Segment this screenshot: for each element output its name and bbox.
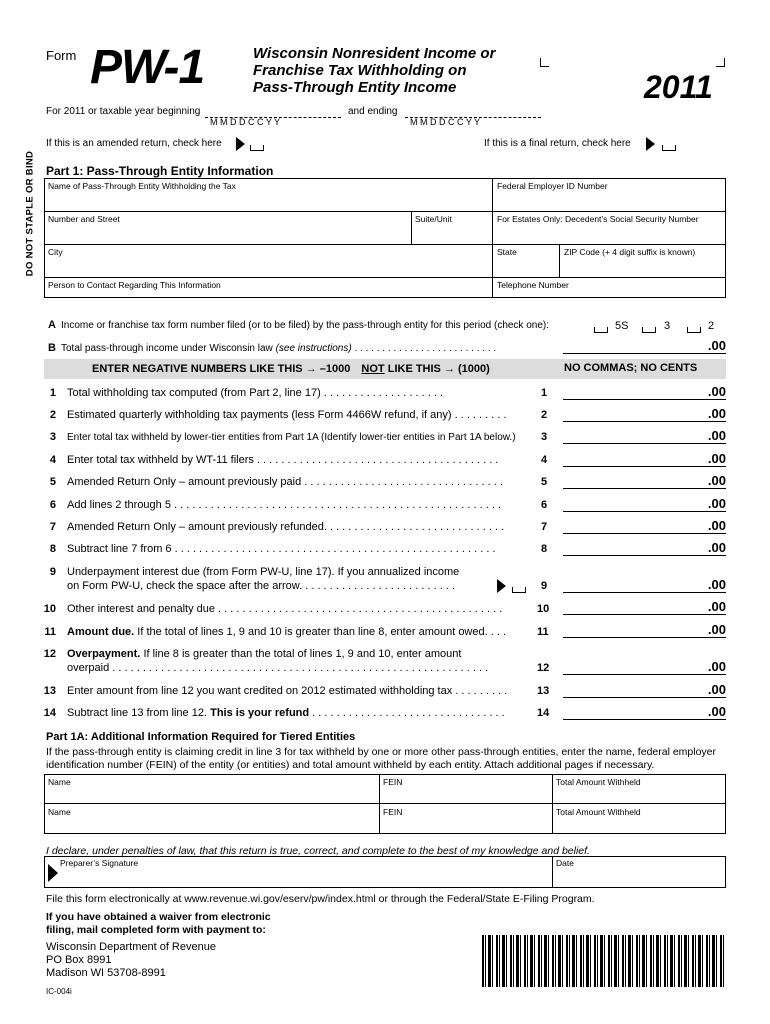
- title-line-2: Franchise Tax Withholding on: [253, 62, 467, 79]
- tier1-withheld-label[interactable]: Total Amount Withheld: [556, 777, 641, 787]
- line10-ref: 10: [537, 603, 550, 615]
- line10-text: Other interest and penalty due . . . . . . . . . . . . . . . . . . . . . . . . . . . . . . . . . . . . . . . . . . . . . . .: [67, 603, 503, 615]
- line9-ref: 9: [541, 580, 548, 592]
- line3-ref: 3: [541, 431, 548, 443]
- form-id: IC-004i: [46, 987, 72, 996]
- mailing-address: [46, 941, 216, 980]
- line14-num: 14: [43, 707, 56, 719]
- cents-label: .00: [707, 338, 726, 353]
- line14-row: [67, 707, 505, 719]
- arrow-icon: [48, 864, 58, 882]
- barcode: [482, 935, 726, 987]
- address-line-2: PO Box 8991: [46, 954, 112, 966]
- period-end-format: M M D D C C Y Y: [410, 117, 481, 127]
- line9-text1: Underpayment interest due (from Form PW-U, line 17). If you annualized income: [67, 566, 460, 578]
- cents-label: .00: [707, 518, 726, 533]
- line2-num: 2: [49, 409, 56, 421]
- line8-num: 8: [49, 543, 56, 555]
- banner-left: ENTER NEGATIVE NUMBERS LIKE THIS → –1000: [92, 363, 351, 375]
- address-line-1: Wisconsin Department of Revenue: [46, 941, 216, 953]
- line12-row1: [67, 648, 461, 660]
- line13-amount-input[interactable]: [563, 684, 726, 698]
- cents-label: .00: [707, 406, 726, 421]
- line12-num: 12: [43, 648, 56, 660]
- line4-text: Enter total tax withheld by WT-11 filers . . . . . . . . . . . . . . . . . . . . . . . . . . . . . . . . . . . . . . . .: [67, 454, 499, 466]
- line5-ref: 5: [541, 476, 548, 488]
- final-checkbox[interactable]: [662, 145, 676, 151]
- state-label[interactable]: State: [497, 247, 517, 257]
- line12-amount-input[interactable]: [563, 661, 726, 675]
- line8-text: Subtract line 7 from 6 . . . . . . . . . . . . . . . . . . . . . . . . . . . . . . . . . . . . . . . . . . . . . . . . . . . . .: [67, 543, 496, 555]
- grid-divider: [411, 211, 412, 244]
- tier2-withheld-label[interactable]: Total Amount Withheld: [556, 807, 641, 817]
- no-commas-note: NO COMMAS; NO CENTS: [564, 362, 698, 374]
- cents-label: .00: [707, 682, 726, 697]
- line9-amount-input[interactable]: [563, 579, 726, 593]
- line6-text: Add lines 2 through 5 . . . . . . . . . . . . . . . . . . . . . . . . . . . . . . . . . . . . . . . . . . . . . . . . . . . . . .: [67, 499, 502, 511]
- cents-label: .00: [707, 451, 726, 466]
- part1a-instructions: If the pass-through entity is claiming credit in line 3 for tax withheld by one or more other pass-through entities, enter the name, federal employer identification number (FEIN) of the entity (or entities) and total amount withheld by each entity. Attach additional pages if necessary.: [46, 746, 717, 771]
- line5-text: Amended Return Only – amount previously paid . . . . . . . . . . . . . . . . . . . . . . . . . . . . . . . . .: [67, 476, 503, 488]
- tier2-name-label[interactable]: Name: [48, 807, 71, 817]
- period-begin-label: For 2011 or taxable year beginning: [46, 106, 201, 117]
- option-3-label: 3: [664, 320, 671, 332]
- line3-text: Enter total tax withheld by lower-tier entities from Part 1A (Identify lower-tier entities in Part 1A below.): [67, 432, 516, 443]
- line13-ref: 13: [537, 685, 550, 697]
- grid-divider: [559, 244, 560, 277]
- period-end-label: and ending: [348, 106, 398, 117]
- line7-num: 7: [49, 521, 56, 533]
- waiver-line-2: filing, mail completed form with payment to:: [46, 924, 266, 936]
- grid-divider: [379, 774, 380, 834]
- line11-text: If the total of lines 1, 9 and 10 is greater than line 8, enter amount owed. . . .: [137, 626, 507, 638]
- line11-bold: Amount due.: [67, 626, 135, 638]
- grid-divider: [44, 244, 726, 245]
- line3-amount-input[interactable]: [563, 430, 726, 444]
- do-not-staple-note: DO NOT STAPLE OR BIND: [24, 150, 36, 277]
- suite-label[interactable]: Suite/Unit: [415, 214, 452, 224]
- lineB-amount-input[interactable]: [563, 340, 726, 354]
- line12-ref: 12: [537, 662, 550, 674]
- line8-ref: 8: [541, 543, 548, 555]
- lineA-text: Income or franchise tax form number filed (or to be filed) by the pass-through entity for this period (check one):: [61, 320, 550, 331]
- waiver-note: [46, 911, 271, 937]
- line10-num: 10: [43, 603, 56, 615]
- contact-label[interactable]: Person to Contact Regarding This Information: [48, 280, 221, 290]
- part1-title: Part 1: Pass-Through Entity Information: [46, 164, 274, 178]
- cents-label: .00: [707, 659, 726, 674]
- line14-bold: This is your refund: [210, 707, 310, 719]
- grid-divider: [552, 856, 553, 888]
- line6-amount-input[interactable]: [563, 498, 726, 512]
- line10-amount-input[interactable]: [563, 601, 726, 615]
- line1-amount-input[interactable]: [563, 386, 726, 400]
- declaration: I declare, under penalties of law, that this return is true, correct, and complete to the best of my knowledge and belief.: [46, 845, 590, 857]
- banner-right: LIKE THIS → (1000): [387, 363, 490, 375]
- period-begin-format: M M D D C C Y Y: [210, 117, 281, 127]
- title-line-3: Pass-Through Entity Income: [253, 79, 457, 96]
- amended-checkbox[interactable]: [250, 145, 264, 151]
- option-5s-checkbox[interactable]: [594, 327, 608, 333]
- line12-text2: overpaid . . . . . . . . . . . . . . . . . . . . . . . . . . . . . . . . . . . . . . . . . . . . . . . . . . . . . . . . . . . . . .: [67, 662, 489, 674]
- line11-num: 11: [44, 626, 56, 638]
- line7-text: Amended Return Only – amount previously refunded. . . . . . . . . . . . . . . . . . . . . . . . . . . . . .: [67, 521, 505, 533]
- cents-label: .00: [707, 599, 726, 614]
- annualized-checkbox[interactable]: [512, 587, 526, 593]
- line2-ref: 2: [541, 409, 548, 421]
- line13-text: Enter amount from line 12 you want credited on 2012 estimated withholding tax . . . . . . . . .: [67, 685, 508, 697]
- line11-row: [67, 626, 506, 638]
- waiver-line-1: If you have obtained a waiver from electronic: [46, 911, 271, 923]
- banner-not: NOT: [361, 363, 385, 375]
- arrow-icon: [646, 137, 655, 151]
- cents-label: .00: [707, 622, 726, 637]
- arrow-icon: [497, 579, 506, 593]
- city-label[interactable]: City: [48, 247, 63, 257]
- street-label[interactable]: Number and Street: [48, 214, 120, 224]
- signature-box: [44, 856, 726, 888]
- line12-bold: Overpayment.: [67, 648, 141, 660]
- entity-name-label[interactable]: Name of Pass-Through Entity Withholding the Tax: [48, 181, 236, 191]
- decedent-ssn-label[interactable]: For Estates Only: Decedent’s Social Security Number: [497, 214, 699, 224]
- form-word: Form: [46, 48, 77, 63]
- lineB-instructions: (see instructions): [275, 343, 352, 354]
- form-title: [253, 45, 495, 96]
- cents-label: .00: [707, 704, 726, 719]
- line9-text2: on Form PW-U, check the space after the arrow. . . . . . . . . . . . . . . . . . . . . . . . . .: [67, 580, 455, 592]
- cents-label: .00: [707, 428, 726, 443]
- cents-label: .00: [707, 384, 726, 399]
- option-3-checkbox[interactable]: [642, 327, 656, 333]
- corner-mark-left: [540, 58, 549, 67]
- line2-text: Estimated quarterly withholding tax payments (less Form 4466W refund, if any) . . . . . . . . .: [67, 409, 507, 421]
- line5-amount-input[interactable]: [563, 475, 726, 489]
- line14-text: Subtract line 13 from line 12.: [67, 707, 208, 719]
- option-2-label: 2: [708, 320, 715, 332]
- zip-label[interactable]: ZIP Code (+ 4 digit suffix is known): [564, 247, 696, 257]
- line11-amount-input[interactable]: [563, 624, 726, 638]
- grid-divider: [552, 774, 553, 834]
- cents-label: .00: [707, 577, 726, 592]
- line4-amount-input[interactable]: [563, 453, 726, 467]
- part1a-title: Part 1A: Additional Information Required for Tiered Entities: [46, 731, 356, 743]
- title-line-1: Wisconsin Nonresident Income or: [253, 45, 496, 62]
- line6-ref: 6: [541, 499, 548, 511]
- preparer-signature-label[interactable]: Preparer’s Signature: [60, 858, 139, 868]
- line13-num: 13: [43, 685, 56, 697]
- line5-num: 5: [49, 476, 56, 488]
- efile-instructions: File this form electronically at www.revenue.wi.gov/eserv/pw/index.html or through the Federal/State E-Filing Program.: [46, 893, 595, 905]
- option-2-checkbox[interactable]: [687, 327, 701, 333]
- date-label[interactable]: Date: [556, 858, 574, 868]
- line7-ref: 7: [541, 521, 548, 533]
- grid-divider: [44, 211, 726, 212]
- line14-dots: . . . . . . . . . . . . . . . . . . . . . . . . . . . . . . . .: [312, 707, 505, 719]
- final-label: If this is a final return, check here: [484, 138, 631, 149]
- line4-ref: 4: [541, 454, 548, 466]
- lineB-text: Total pass-through income under Wisconsin law: [61, 343, 273, 354]
- line12-text1: If line 8 is greater than the total of lines 1, 9 and 10, enter amount: [143, 648, 462, 660]
- cents-label: .00: [707, 473, 726, 488]
- line9-num: 9: [49, 566, 56, 578]
- line14-amount-input[interactable]: [563, 706, 726, 720]
- tier2-fein-label[interactable]: FEIN: [383, 807, 403, 817]
- grid-divider: [44, 803, 726, 804]
- address-line-3: Madison WI 53708-8991: [46, 967, 166, 979]
- negative-banner-text: [92, 363, 490, 375]
- line3-num: 3: [49, 431, 56, 443]
- line1-num: 1: [49, 387, 56, 399]
- line4-num: 4: [49, 454, 56, 466]
- lineB-letter: B: [48, 342, 56, 354]
- line6-num: 6: [49, 499, 56, 511]
- line2-amount-input[interactable]: [563, 408, 726, 422]
- cents-label: .00: [707, 540, 726, 555]
- option-5s-label: 5S: [615, 320, 629, 332]
- grid-divider: [492, 178, 493, 298]
- tax-year: 2011: [644, 69, 713, 105]
- cents-label: .00: [707, 496, 726, 511]
- line11-ref: 11: [537, 626, 549, 638]
- tier1-name-label[interactable]: Name: [48, 777, 71, 787]
- lineB-dots: . . . . . . . . . . . . . . . . . . . . . . . . . .: [354, 343, 497, 354]
- fein-label[interactable]: Federal Employer ID Number: [497, 181, 608, 191]
- arrow-icon: [236, 137, 245, 151]
- tier1-fein-label[interactable]: FEIN: [383, 777, 403, 787]
- line1-ref: 1: [541, 387, 548, 399]
- phone-label[interactable]: Telephone Number: [497, 280, 569, 290]
- line7-amount-input[interactable]: [563, 520, 726, 534]
- line14-ref: 14: [537, 707, 550, 719]
- grid-divider: [44, 277, 726, 278]
- form-code: PW-1: [90, 41, 205, 94]
- amended-label: If this is an amended return, check here: [46, 138, 222, 149]
- lineA-letter: A: [48, 319, 56, 331]
- lineB-row: [61, 343, 496, 354]
- line1-text: Total withholding tax computed (from Part 2, line 17) . . . . . . . . . . . . . . . . . . . .: [67, 387, 443, 399]
- line8-amount-input[interactable]: [563, 542, 726, 556]
- corner-mark-right: [716, 58, 725, 67]
